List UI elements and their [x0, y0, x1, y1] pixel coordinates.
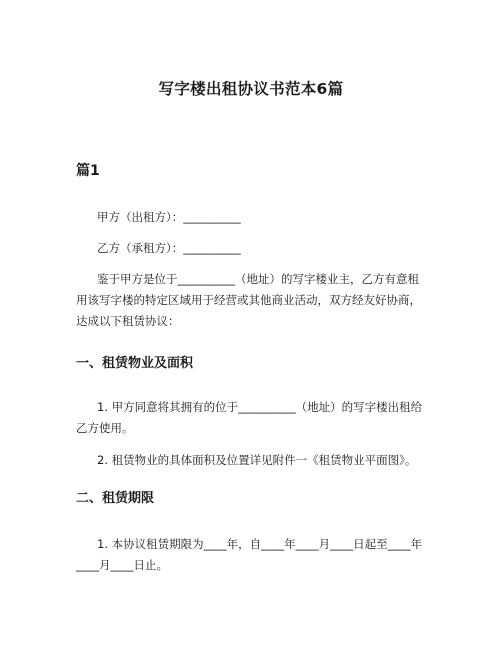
heading-lease-term: 二、租赁期限 — [76, 491, 155, 506]
section-heading: 篇1 — [76, 163, 100, 179]
clause-2-1: 1. 本协议租赁期限为____年，自____年____月____日起至____年____月____日止。 — [76, 537, 423, 572]
document-title: 写字楼出租协议书范本6篇 — [158, 80, 344, 98]
heading-lease-property: 一、租赁物业及面积 — [76, 356, 194, 371]
party-b-line: 乙方（承租方）：__________ — [97, 241, 241, 255]
clause-1-1: 1. 甲方同意将其拥有的位于__________（地址）的写字楼出租给乙方使用。 — [76, 400, 423, 435]
intro-paragraph: 鉴于甲方是位于__________（地址）的写字楼业主，乙方有意租用该写字楼的特定区域用于经营或其他商业活动，双方经友好协商，达成以下租赁协议： — [76, 272, 421, 328]
clause-1-2: 2. 租赁物业的具体面积及位置详见附件一《租赁物业平面图》。 — [97, 453, 417, 467]
party-a-line: 甲方（出租方）：__________ — [97, 210, 241, 224]
